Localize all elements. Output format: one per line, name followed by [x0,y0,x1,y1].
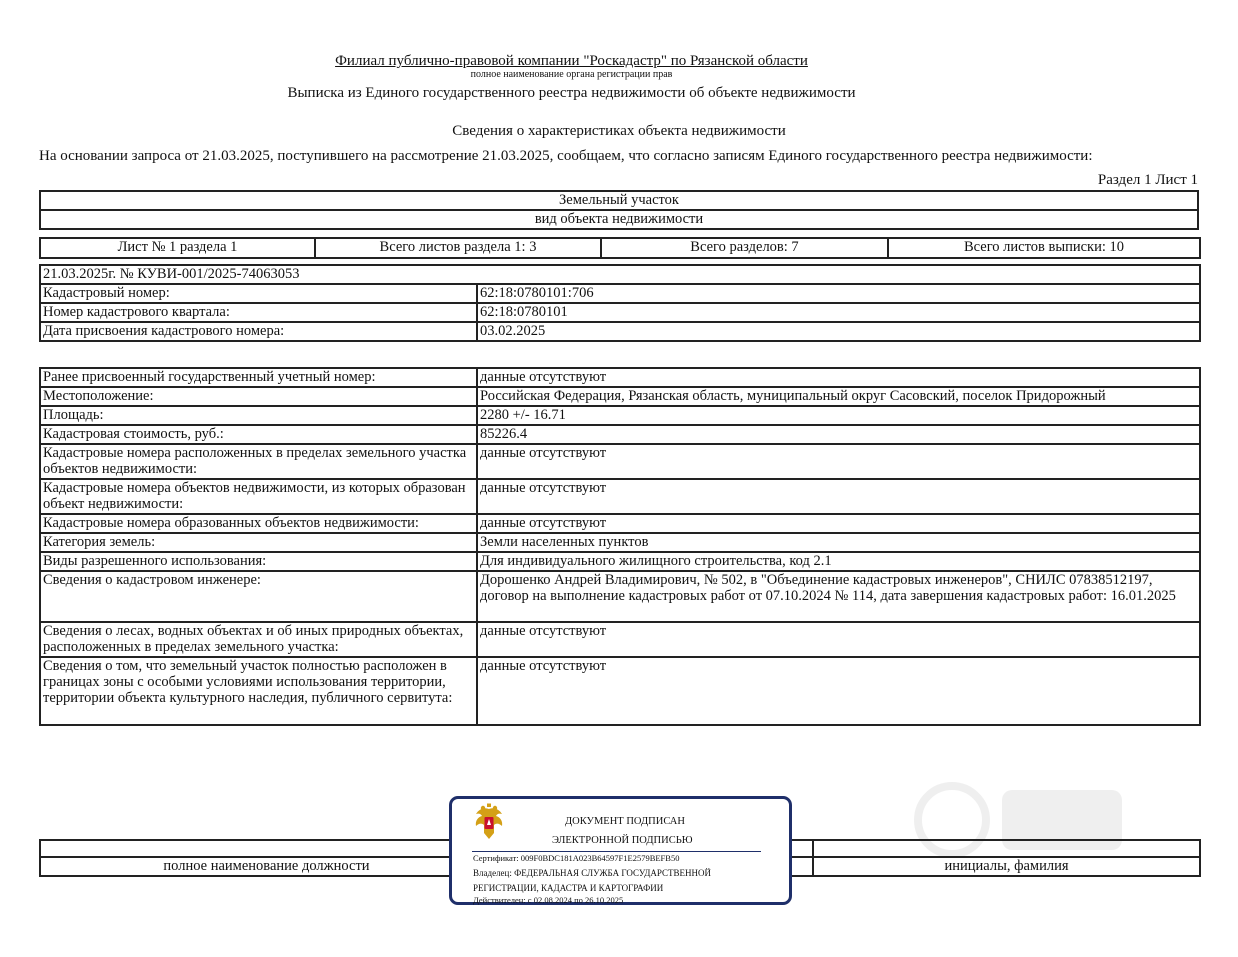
name-cell [813,840,1200,857]
detail-label: Кадастровая стоимость, руб.: [40,425,477,444]
detail-value: данные отсутствуют [477,479,1200,514]
record-label: Кадастровый номер: [40,284,477,303]
detail-label: Виды разрешенного использования: [40,552,477,571]
detail-label: Сведения о лесах, водных объектах и об иных природных объектах, расположенных в пределах земельного участка: [40,622,477,657]
record-label: Номер кадастрового квартала: [40,303,477,322]
detail-value: данные отсутствуют [477,514,1200,533]
record-date-number: 21.03.2025г. № КУВИ-001/2025-74063053 [40,265,1200,284]
stamp-certificate: Сертификат: 009F0BDC181A023B64597F1E2579BEFB50 [473,853,680,863]
sheets-table [39,237,1201,259]
document-title: Выписка из Единого государственного реестра недвижимости об объекте недвижимости [287,85,856,101]
position-caption: полное наименование должности [40,857,493,876]
detail-value: данные отсутствуют [477,622,1200,657]
detail-label: Сведения о кадастровом инженере: [40,571,477,622]
position-cell [40,840,493,857]
stamp-title-1: ДОКУМЕНТ ПОДПИСАН [565,816,685,827]
cadastral-quarter-value: 62:18:0780101 [477,303,1200,322]
stamp-owner-line-1: Владелец: ФЕДЕРАЛЬНАЯ СЛУЖБА ГОСУДАРСТВЕННОЙ [473,868,712,878]
section-sheets-count: Всего листов раздела 1: 3 [315,238,601,258]
organization-name: Филиал публично-правовой компании "Роскадастр" по Рязанской области [335,53,808,69]
sheet-number: Лист № 1 раздела 1 [40,238,315,258]
detail-label: Категория земель: [40,533,477,552]
organization-caption: полное наименование органа регистрации прав [470,69,673,80]
assignment-date-value: 03.02.2025 [477,322,1200,341]
detail-value: данные отсутствуют [477,368,1200,387]
detail-label: Сведения о том, что земельный участок полностью расположен в границах зоны с особыми условиями использования территории, территории объекта культурного наследия, публичного сервитута: [40,657,477,725]
intro-text: На основании запроса от 21.03.2025, поступившего на рассмотрение 21.03.2025, сообщаем, что согласно записям Единого государственного реестра недвижимости: [39,148,1093,164]
detail-label: Кадастровые номера образованных объектов недвижимости: [40,514,477,533]
object-type: Земельный участок [40,191,1198,210]
detail-value: данные отсутствуют [477,657,1200,725]
detail-label: Местоположение: [40,387,477,406]
detail-label: Кадастровые номера расположенных в пределах земельного участка объектов недвижимости: [40,444,477,479]
page-reference: Раздел 1 Лист 1 [1097,172,1198,188]
detail-value: Для индивидуального жилищного строительства, код 2.1 [477,552,1200,571]
section-title: Сведения о характеристиках объекта недвижимости [452,123,786,139]
double-headed-eagle-icon [472,803,506,843]
electronic-signature-stamp [449,796,792,905]
stamp-title-2: ЭЛЕКТРОННОЙ ПОДПИСЬЮ [552,835,693,846]
cadastral-number-value: 62:18:0780101:706 [477,284,1200,303]
object-type-table [39,190,1199,230]
sections-count: Всего разделов: 7 [601,238,888,258]
detail-value: Российская Федерация, Рязанская область, муниципальный округ Сасовский, поселок Придорожный [477,387,1200,406]
cadastral-engineer-value: Дорошенко Андрей Владимирович, № 502, в "Объединение кадастровых инженеров", СНИЛС 07838512197, договор на выполнение кадастровых работ от 07.10.2024 № 114, дата завершения кадастровых работ: 16.01.2025 [477,571,1200,622]
detail-value: Земли населенных пунктов [477,533,1200,552]
total-sheets-count: Всего листов выписки: 10 [888,238,1200,258]
stamp-owner-line-2: РЕГИСТРАЦИИ, КАДАСТРА И КАРТОГРАФИИ [473,883,664,893]
name-caption: инициалы, фамилия [813,857,1200,876]
stamp-divider [472,851,761,852]
stamp-validity: Действителен: с 02.08.2024 по 26.10.2025 [473,895,624,905]
details-table [39,367,1201,726]
detail-value: 85226.4 [477,425,1200,444]
detail-label: Площадь: [40,406,477,425]
object-type-caption: вид объекта недвижимости [40,210,1198,229]
detail-label: Ранее присвоенный государственный учетный номер: [40,368,477,387]
detail-value: 2280 +/- 16.71 [477,406,1200,425]
detail-value: данные отсутствуют [477,444,1200,479]
record-label: Дата присвоения кадастрового номера: [40,322,477,341]
record-table [39,264,1201,342]
detail-label: Кадастровые номера объектов недвижимости, из которых образован объект недвижимости: [40,479,477,514]
